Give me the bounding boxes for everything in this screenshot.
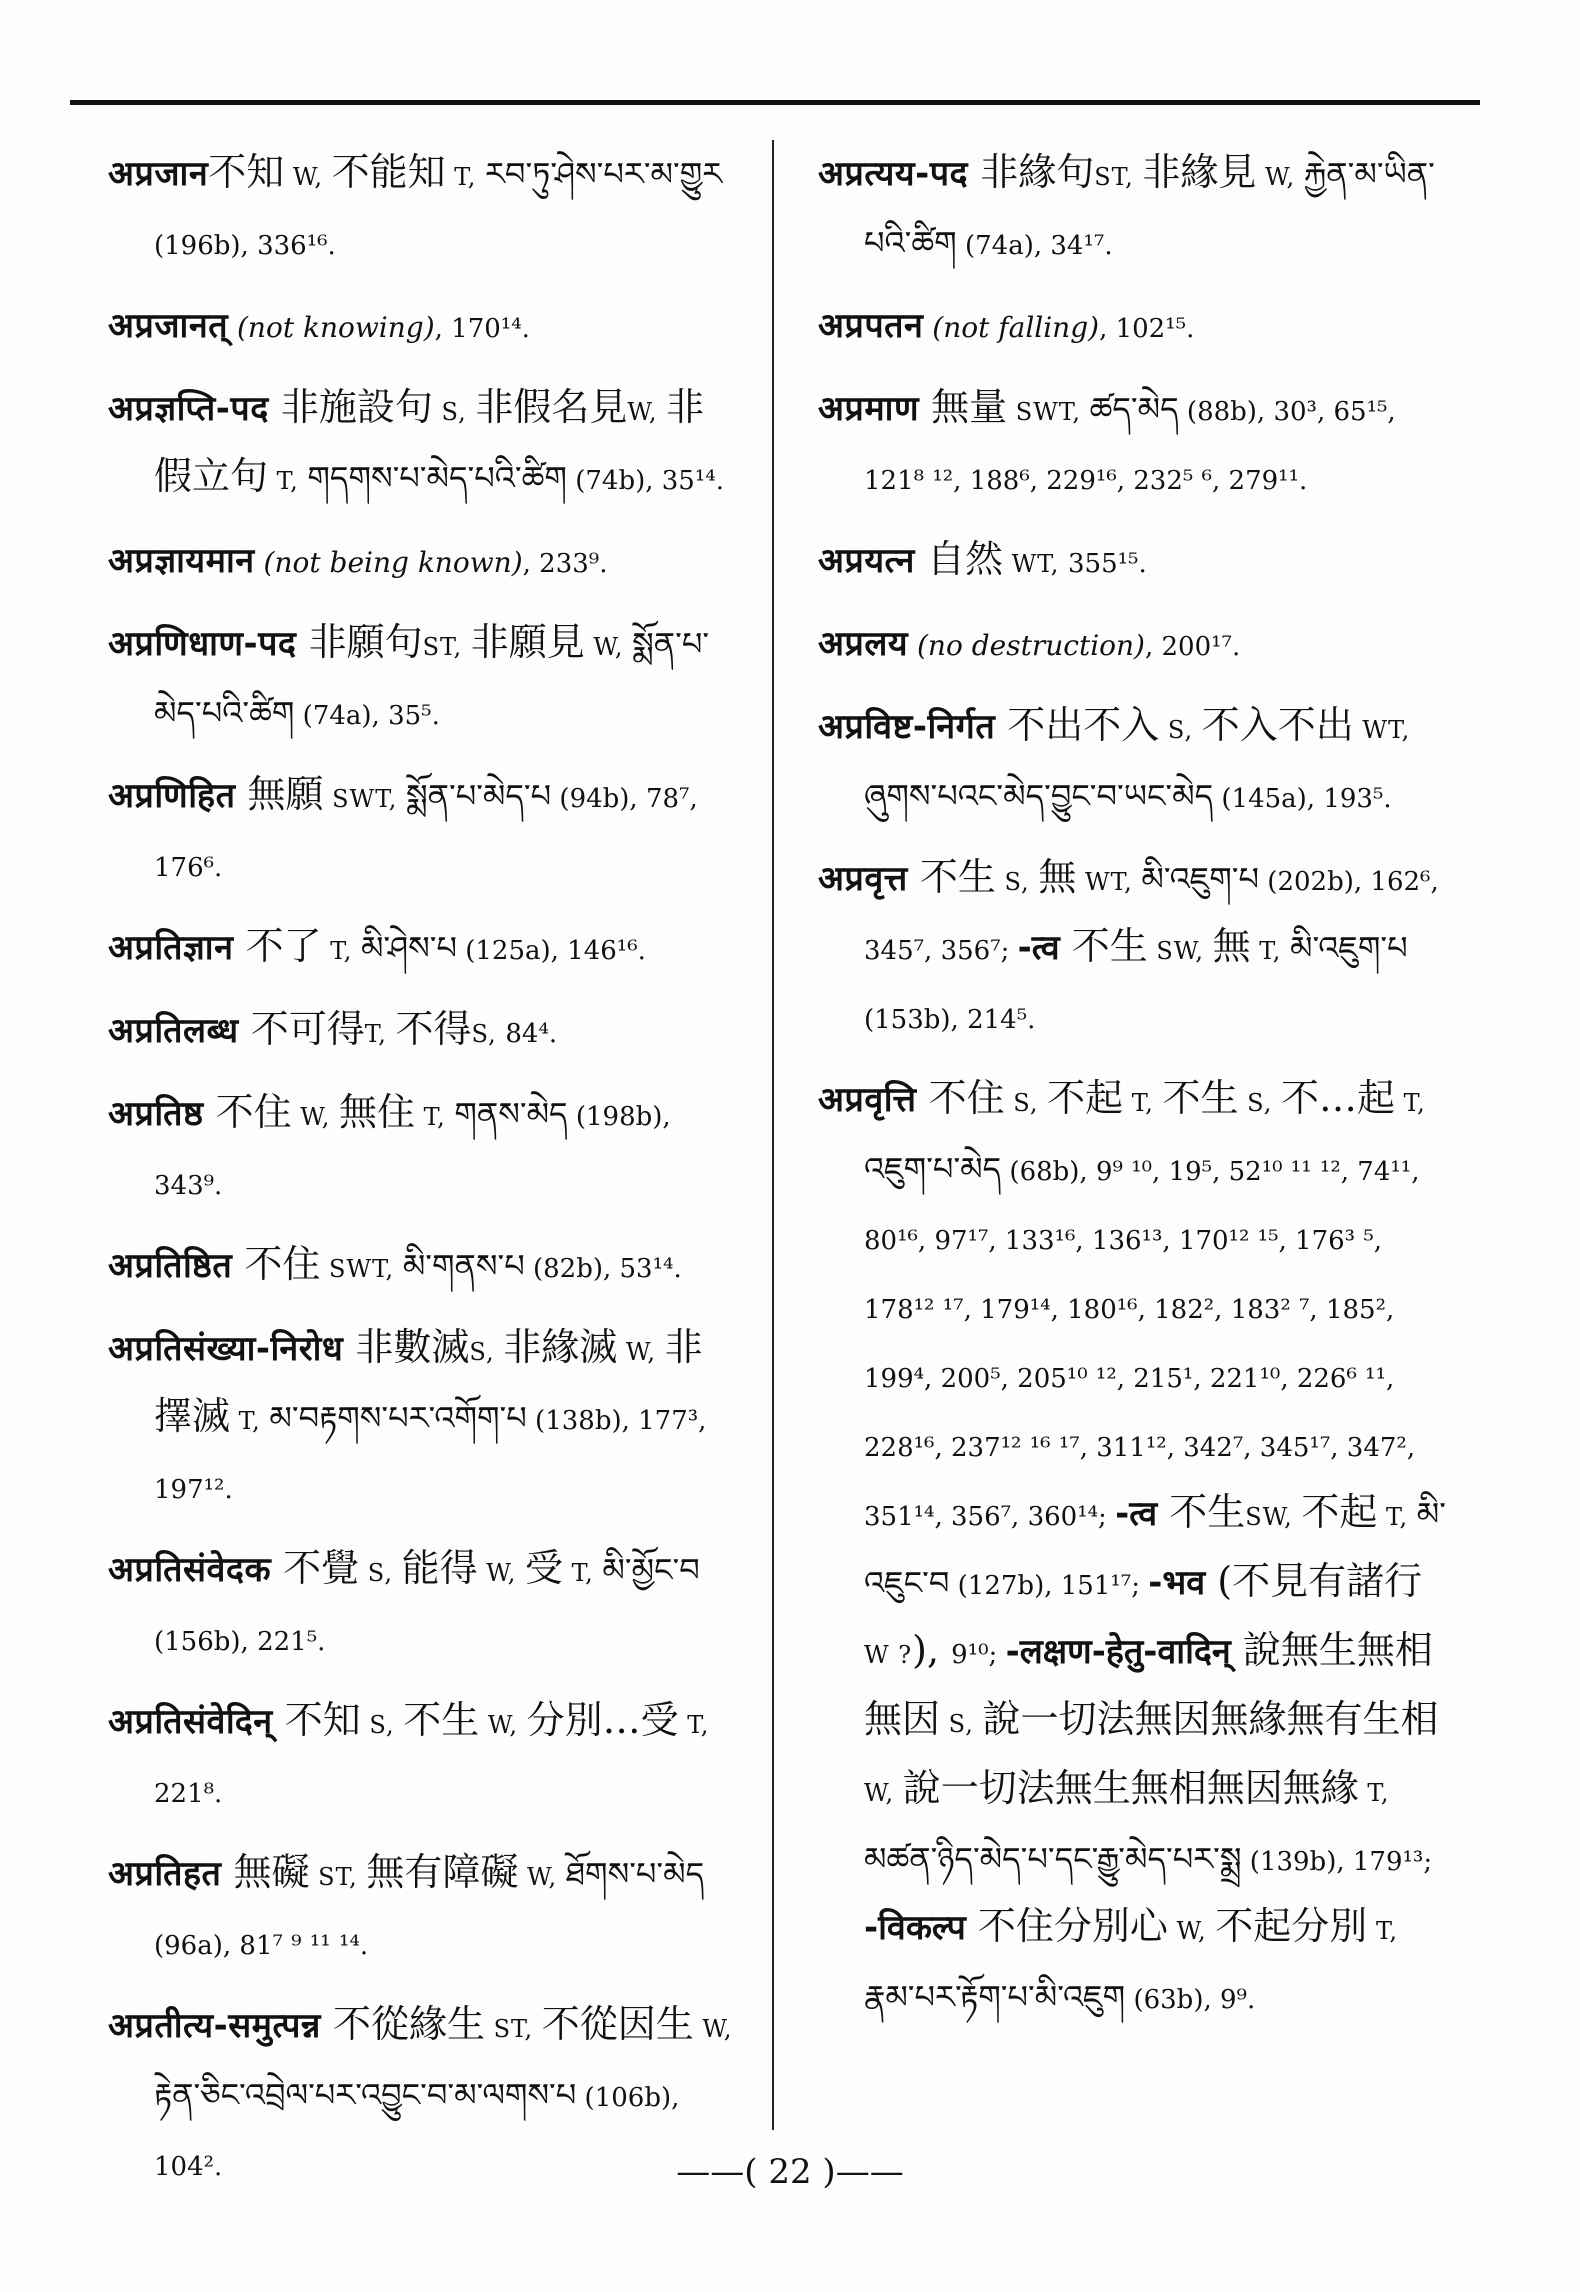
sanskrit-headword: अप्रणिहित bbox=[108, 776, 236, 816]
sanskrit-headword: अप्रतिज्ञान bbox=[108, 928, 234, 968]
page-reference: (139b), 179¹³; bbox=[1241, 1847, 1433, 1877]
source-siglum: T, bbox=[1123, 1089, 1163, 1117]
tibetan-equivalent: མི་གནས་པ bbox=[402, 1247, 525, 1285]
dictionary-entry bbox=[818, 292, 1448, 361]
page-reference: 355¹⁵. bbox=[1068, 549, 1147, 579]
page-reference: (196b), 336¹⁶. bbox=[154, 231, 336, 261]
tibetan-equivalent: མཚན་ཉིད་མེད་པ་དང་རྒྱུ་མེད་པར་སྨྲ bbox=[864, 1840, 1242, 1878]
chinese-gloss: 說一切法無生無相無因無緣 bbox=[902, 1766, 1359, 1810]
tibetan-equivalent: སྨོན་པ་མེད་པ bbox=[406, 777, 552, 815]
tibetan-equivalent: རྐྱེན་མ་ཡིན་པའི་ཚིག bbox=[864, 155, 1435, 262]
chinese-gloss: 非假名見 bbox=[475, 385, 628, 429]
sanskrit-headword: अप्रतीत्य-समुत्पन्न bbox=[108, 2006, 321, 2046]
top-rule bbox=[70, 100, 1480, 105]
chinese-gloss: 不生 bbox=[1059, 924, 1148, 968]
dictionary-entry bbox=[818, 693, 1448, 831]
source-siglum: SW, bbox=[1245, 1503, 1302, 1531]
dictionary-entry bbox=[108, 1688, 738, 1826]
chinese-gloss: 不了 bbox=[233, 924, 322, 968]
page-reference: (63b), 9⁹. bbox=[1125, 1985, 1256, 2015]
dictionary-entry bbox=[108, 292, 738, 361]
chinese-gloss: 不住分別心 bbox=[965, 1904, 1168, 1948]
chinese-gloss: 非緣滅 bbox=[503, 1325, 618, 1369]
english-gloss: (not falling) bbox=[923, 311, 1100, 344]
tibetan-equivalent: འཇུག་པ་མེད bbox=[864, 1150, 1002, 1188]
chinese-gloss: 不得 bbox=[395, 1007, 472, 1051]
page-reference: (82b), 53¹⁴. bbox=[524, 1254, 682, 1284]
dictionary-entry bbox=[108, 914, 738, 983]
chinese-gloss: 說無生無相無因 bbox=[864, 1628, 1433, 1741]
chinese-gloss: 無住 bbox=[339, 1090, 416, 1134]
chinese-gloss: 不起分別 bbox=[1215, 1904, 1368, 1948]
source-siglum: T, bbox=[1250, 937, 1290, 965]
tibetan-equivalent: མི་འཇུག་པ bbox=[1289, 929, 1408, 967]
tibetan-equivalent: ཞུགས་པའང་མེད་བྱུང་བ་ཡང་མེད bbox=[864, 777, 1214, 815]
chinese-gloss: 不起 bbox=[1047, 1076, 1124, 1120]
chinese-gloss: 無有障礙 bbox=[366, 1850, 519, 1894]
dictionary-entry bbox=[108, 1840, 738, 1978]
dictionary-entry bbox=[108, 1315, 738, 1522]
source-siglum: W, bbox=[291, 1103, 339, 1131]
chinese-gloss: 不從緣生 bbox=[320, 2002, 485, 2046]
source-siglum: ST, bbox=[422, 633, 471, 661]
chinese-gloss: 不生 bbox=[403, 1698, 480, 1742]
chinese-gloss: 能得 bbox=[401, 1546, 478, 1590]
chinese-gloss: 不…起 bbox=[1281, 1076, 1396, 1120]
page-reference: (88b), 30³, 65¹⁵, 121⁸ ¹², 188⁶, 229¹⁶, 232⁵ ⁶, 279¹¹. bbox=[864, 397, 1396, 496]
sanskrit-headword: अप्रतिहत bbox=[108, 1854, 222, 1894]
tibetan-equivalent: མ་བརྟགས་པར་འགོག་པ bbox=[269, 1399, 527, 1437]
sanskrit-headword: अप्रज्ञायमान bbox=[108, 541, 255, 581]
chinese-gloss: 不能知 bbox=[331, 150, 446, 194]
sanskrit-headword: अप्रणिधाण-पद bbox=[108, 624, 297, 664]
sanskrit-headword: अप्रजान bbox=[108, 154, 209, 194]
source-siglum: T, bbox=[364, 1020, 396, 1048]
chinese-gloss: 不出不入 bbox=[995, 703, 1160, 747]
chinese-gloss: 非擇滅 bbox=[154, 1325, 703, 1438]
source-siglum: W, bbox=[284, 163, 332, 191]
sanskrit-headword: अप्रयत्न bbox=[818, 541, 915, 581]
page-reference: (202b), 162⁶, 345⁷, 356⁷; bbox=[864, 867, 1439, 966]
chinese-gloss: (不見有諸行 bbox=[1205, 1559, 1423, 1603]
dictionary-entry bbox=[818, 375, 1448, 513]
tibetan-equivalent: མི་མྱོང་བ bbox=[602, 1551, 700, 1589]
page-reference: , 170¹⁴. bbox=[434, 314, 530, 344]
source-siglum: W, bbox=[477, 1559, 526, 1587]
source-siglum: SW, bbox=[1147, 937, 1213, 965]
page-reference: 9¹⁰; bbox=[951, 1640, 1006, 1670]
chinese-gloss: 不起 bbox=[1301, 1490, 1378, 1534]
sub-headword: -भव bbox=[1148, 1563, 1206, 1603]
dictionary-entry bbox=[108, 375, 738, 513]
source-siglum: S, bbox=[1004, 1089, 1048, 1117]
sanskrit-headword: अप्रतिष्ठित bbox=[108, 1246, 233, 1286]
page-reference: (145a), 193⁵. bbox=[1213, 784, 1392, 814]
source-siglum: S, bbox=[360, 1711, 404, 1739]
source-siglum: S, bbox=[432, 398, 476, 426]
source-siglum: W, bbox=[617, 1338, 665, 1366]
dictionary-entry bbox=[818, 610, 1448, 679]
tibetan-equivalent: རྟེན་ཅིང་འབྲེལ་པར་འབྱུང་བ་མ་ལགས་པ bbox=[154, 2076, 577, 2114]
chinese-gloss: 不住 bbox=[916, 1076, 1005, 1120]
source-siglum: W, bbox=[1167, 1917, 1216, 1945]
source-siglum: T, bbox=[1395, 1089, 1426, 1117]
chinese-gloss: 分別…受 bbox=[526, 1698, 679, 1742]
source-siglum: S, bbox=[359, 1559, 402, 1587]
dictionary-entry bbox=[108, 762, 738, 900]
source-siglum: T, bbox=[321, 937, 361, 965]
page-reference: (153b), 214⁵. bbox=[864, 1005, 1036, 1035]
source-siglum: SWT, bbox=[1007, 398, 1090, 426]
source-siglum: W, bbox=[1256, 163, 1304, 191]
source-siglum: WT, bbox=[1076, 868, 1142, 896]
tibetan-equivalent: མི་ཤེས་པ bbox=[360, 929, 457, 967]
page-reference: (138b), 177³, 197¹². bbox=[154, 1406, 707, 1505]
chinese-gloss: 受 bbox=[525, 1546, 564, 1590]
source-siglum: SWT, bbox=[320, 1255, 403, 1283]
tibetan-equivalent: སྨོན་པ་མེད་པའི་ཚིག bbox=[154, 625, 710, 732]
dictionary-entry bbox=[108, 610, 738, 748]
page-reference: , 102¹⁵. bbox=[1099, 314, 1195, 344]
source-siglum: W, bbox=[479, 1711, 527, 1739]
sanskrit-headword: अप्रतिसंख्या-निरोध bbox=[108, 1329, 344, 1369]
source-siglum: T, bbox=[1367, 1917, 1399, 1945]
source-siglum: WT, bbox=[1353, 716, 1411, 744]
source-siglum: T, bbox=[678, 1711, 710, 1739]
chinese-gloss: 無 bbox=[1212, 924, 1251, 968]
sanskrit-headword: अप्रलय bbox=[818, 624, 909, 664]
page-number: ——( 22 )—— bbox=[676, 2152, 904, 2192]
chinese-gloss: 不從因生 bbox=[541, 2002, 694, 2046]
dictionary-entry bbox=[108, 527, 738, 596]
page-reference: (156b), 221⁵. bbox=[154, 1627, 326, 1657]
sanskrit-headword: अप्रमाण bbox=[818, 389, 920, 429]
dictionary-entry bbox=[108, 1536, 738, 1674]
page-reference: (125a), 146¹⁶. bbox=[456, 936, 646, 966]
source-siglum: T, bbox=[415, 1103, 455, 1131]
page-reference: (106b), 104². bbox=[154, 2083, 680, 2182]
page-reference: (74a), 35⁵. bbox=[294, 701, 440, 731]
source-siglum: T, bbox=[268, 467, 308, 495]
english-gloss: (not being known) bbox=[254, 546, 523, 579]
chinese-gloss: 不知 bbox=[208, 150, 285, 194]
left-column bbox=[108, 140, 738, 2213]
sub-headword: -विकल्प bbox=[864, 1908, 966, 1948]
chinese-gloss: 不住 bbox=[203, 1090, 292, 1134]
sanskrit-headword: अप्रवृत्ति bbox=[818, 1080, 917, 1120]
chinese-gloss: 無量 bbox=[919, 385, 1008, 429]
english-gloss: (no destruction) bbox=[908, 629, 1145, 662]
chinese-gloss: ), bbox=[912, 1628, 952, 1672]
tibetan-equivalent: ཐོགས་པ་མེད bbox=[565, 1855, 705, 1893]
source-siglum: W ? bbox=[864, 1641, 913, 1669]
sanskrit-headword: अप्रतिसंवेदक bbox=[108, 1550, 272, 1590]
tibetan-equivalent: མི་འཇུག་པ bbox=[1141, 860, 1260, 898]
dictionary-entry bbox=[818, 527, 1448, 596]
source-siglum: T, bbox=[230, 1407, 270, 1435]
source-siglum: T, bbox=[1377, 1503, 1417, 1531]
chinese-gloss: 不生 bbox=[1157, 1490, 1246, 1534]
tibetan-equivalent: ཚད་མེད bbox=[1089, 390, 1179, 428]
source-siglum: S, bbox=[1159, 716, 1202, 744]
chinese-gloss: 不生 bbox=[1162, 1076, 1239, 1120]
tibetan-equivalent: རབ་ཏུ་ཤེས་པར་མ་གྱུར bbox=[485, 155, 723, 193]
dictionary-entry bbox=[818, 140, 1448, 278]
page-reference: (198b), 343⁹. bbox=[154, 1102, 671, 1201]
source-siglum: S, bbox=[471, 1020, 506, 1048]
sub-headword: -लक्षण-हेतु-वादिन् bbox=[1005, 1632, 1231, 1672]
sanskrit-headword: अप्रतिष्ठ bbox=[108, 1094, 204, 1134]
chinese-gloss: 非施設句 bbox=[268, 385, 433, 429]
source-siglum: W, bbox=[518, 1863, 566, 1891]
page-reference: , 233⁹. bbox=[522, 549, 608, 579]
tibetan-equivalent: གདགས་པ་མེད་པའི་ཚིག bbox=[307, 459, 567, 497]
sanskrit-headword: अप्रतिसंवेदिन् bbox=[108, 1702, 273, 1742]
source-siglum: SWT, bbox=[323, 785, 407, 813]
source-siglum: ST, bbox=[1094, 163, 1143, 191]
chinese-gloss: 不入不出 bbox=[1201, 703, 1354, 747]
page-reference: (68b), 9⁹ ¹⁰, 19⁵, 52¹⁰ ¹¹ ¹², 74¹¹, 80¹⁶, 97¹⁷, 133¹⁶, 136¹³, 170¹² ¹⁵, 176³ ⁵, 178¹² ¹⁷, 179¹⁴, 180¹⁶, 182², 183² ⁷, 185², 199⁴, 200⁵, 205¹⁰ ¹², 215¹, 221¹⁰, 226⁶ ¹¹, 228¹⁶, 237¹² ¹⁶ ¹⁷, 311¹², 342⁷, 345¹⁷, 347², 351¹⁴, 356⁷, 360¹⁴; bbox=[864, 1157, 1420, 1532]
chinese-gloss: 不知 bbox=[272, 1698, 361, 1742]
chinese-gloss: 非假立句 bbox=[154, 385, 705, 498]
page-reference: (74a), 34¹⁷. bbox=[956, 231, 1113, 261]
column-divider bbox=[772, 140, 774, 2130]
sanskrit-headword: अप्रतिलब्ध bbox=[108, 1011, 239, 1051]
chinese-gloss: 無願 bbox=[235, 772, 324, 816]
source-siglum: S, bbox=[1238, 1089, 1281, 1117]
page-reference: 221⁸. bbox=[154, 1779, 223, 1809]
page-reference: (127b), 151¹⁷; bbox=[949, 1571, 1149, 1601]
chinese-gloss: 非緣句 bbox=[968, 150, 1095, 194]
source-siglum: W, bbox=[693, 2015, 733, 2043]
chinese-gloss: 自然 bbox=[914, 537, 1003, 581]
source-siglum: ST, bbox=[484, 2015, 542, 2043]
chinese-gloss: 非緣見 bbox=[1142, 150, 1257, 194]
dictionary-entry bbox=[818, 845, 1448, 1052]
chinese-gloss: 非數滅 bbox=[343, 1325, 470, 1369]
source-siglum: W, bbox=[584, 633, 633, 661]
chinese-gloss: 說一切法無因無緣無有生相 bbox=[982, 1697, 1439, 1741]
tibetan-equivalent: མི་འཇུང་བ bbox=[864, 1495, 1446, 1602]
page-reference: (74b), 35¹⁴. bbox=[566, 466, 724, 496]
sanskrit-headword: अप्रविष्ट-निर्गत bbox=[818, 707, 996, 747]
sub-headword: -त्व bbox=[1115, 1494, 1158, 1534]
sanskrit-headword: अप्रत्यय-पद bbox=[818, 154, 969, 194]
dictionary-entry bbox=[108, 1232, 738, 1301]
chinese-gloss: 非願見 bbox=[470, 620, 585, 664]
sanskrit-headword: अप्रवृत्त bbox=[818, 859, 908, 899]
source-siglum: S, bbox=[940, 1710, 983, 1738]
chinese-gloss: 不住 bbox=[232, 1242, 321, 1286]
source-siglum: T, bbox=[1358, 1779, 1390, 1807]
page-reference: (94b), 78⁷, 176⁶. bbox=[154, 784, 698, 883]
page-reference: 84⁴. bbox=[505, 1019, 558, 1049]
source-siglum: T, bbox=[445, 163, 485, 191]
english-gloss: (not knowing) bbox=[228, 311, 435, 344]
dictionary-entry bbox=[108, 997, 738, 1066]
sub-headword: -त्व bbox=[1017, 928, 1060, 968]
source-siglum: ST, bbox=[309, 1863, 367, 1891]
chinese-gloss: 無 bbox=[1038, 855, 1077, 899]
dictionary-entry bbox=[108, 1080, 738, 1218]
sanskrit-headword: अप्रज्ञप्ति-पद bbox=[108, 389, 269, 429]
source-siglum: S, bbox=[995, 868, 1039, 896]
source-siglum: WT, bbox=[1002, 550, 1068, 578]
chinese-gloss: 不生 bbox=[907, 855, 996, 899]
dictionary-entry bbox=[108, 140, 738, 278]
chinese-gloss: 不可得 bbox=[238, 1007, 365, 1051]
chinese-gloss: 非願句 bbox=[296, 620, 423, 664]
chinese-gloss: 無礙 bbox=[221, 1850, 310, 1894]
source-siglum: W, bbox=[627, 398, 667, 426]
chinese-gloss: 不覺 bbox=[271, 1546, 360, 1590]
sanskrit-headword: अप्रजानत् bbox=[108, 306, 229, 346]
tibetan-equivalent: གནས་མེད bbox=[454, 1095, 568, 1133]
source-siglum: T, bbox=[563, 1559, 603, 1587]
source-siglum: W, bbox=[864, 1779, 903, 1807]
dictionary-entry bbox=[818, 1066, 1448, 2032]
tibetan-equivalent: རྣམ་པར་རྟོག་པ་མི་འཇུག bbox=[864, 1978, 1126, 2016]
right-column bbox=[818, 140, 1448, 2046]
page-reference: , 200¹⁷. bbox=[1144, 632, 1241, 662]
page-reference: (96a), 81⁷ ⁹ ¹¹ ¹⁴. bbox=[154, 1931, 369, 1961]
sanskrit-headword: अप्रपतन bbox=[818, 306, 924, 346]
source-siglum: S, bbox=[469, 1338, 504, 1366]
